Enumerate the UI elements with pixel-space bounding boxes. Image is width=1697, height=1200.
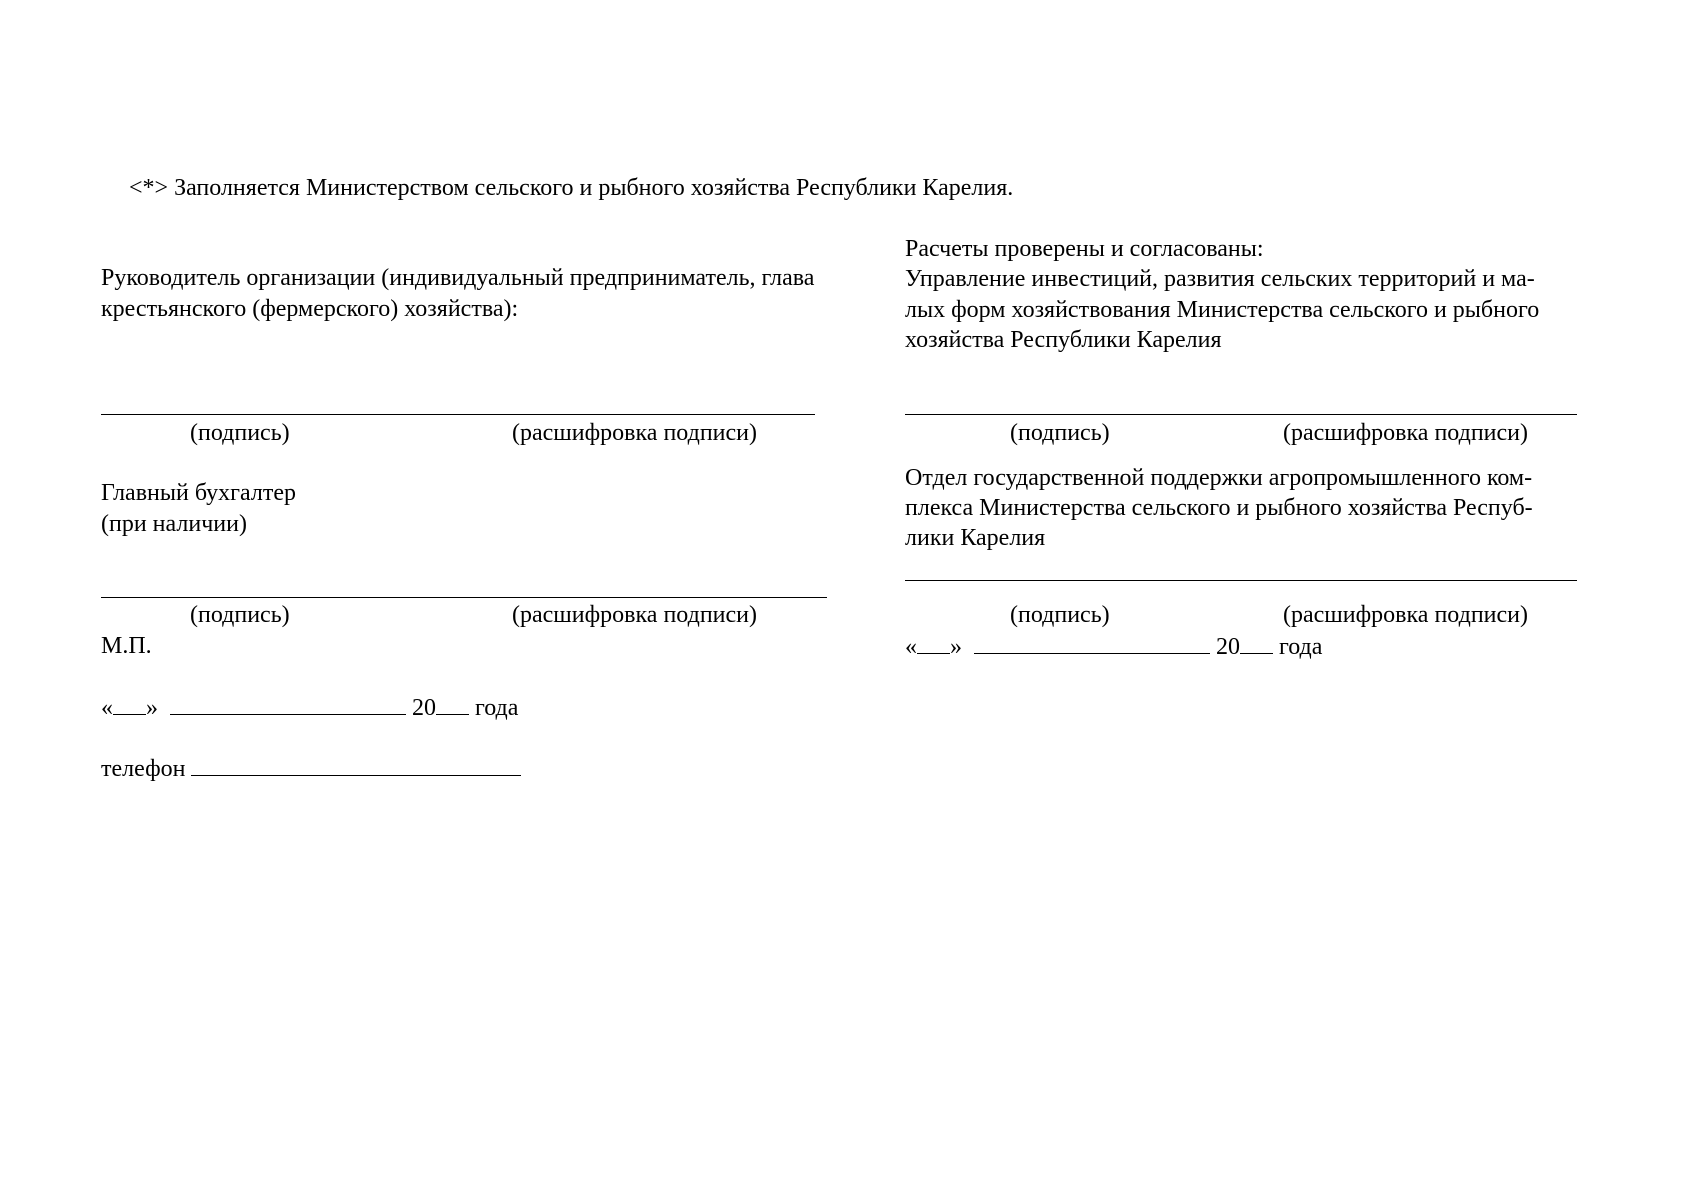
year-blank xyxy=(1240,631,1273,654)
head-signature-label: (подпись) xyxy=(190,420,290,446)
accountant-signature-label: (подпись) xyxy=(190,602,290,628)
right-date-line xyxy=(905,631,1322,663)
dept1-line3: хозяйства Республики Карелия xyxy=(905,327,1222,353)
footnote: <*> Заполняется Министерством сельского и рыбного хозяйства Республики Карелия. xyxy=(129,175,1014,201)
dept2-decode-label: (расшифровка подписи) xyxy=(1283,602,1528,628)
dept1-decode-label: (расшифровка подписи) xyxy=(1283,420,1528,446)
day-blank xyxy=(113,692,146,715)
date-close-quote: » xyxy=(950,634,962,660)
checked-title: Расчеты проверены и согласованы: xyxy=(905,236,1264,262)
date-close-quote: » xyxy=(146,695,158,721)
dept2-signature-line xyxy=(905,580,1577,581)
date-open-quote: « xyxy=(905,634,917,660)
year-prefix: 20 xyxy=(412,695,436,721)
stamp-label: М.П. xyxy=(101,633,152,659)
accountant-decode-label: (расшифровка подписи) xyxy=(512,602,757,628)
date-suffix: года xyxy=(1279,634,1323,660)
head-title-line2: крестьянского (фермерского) хозяйства): xyxy=(101,296,519,322)
accountant-title: Главный бухгалтер xyxy=(101,480,296,506)
accountant-note: (при наличии) xyxy=(101,511,247,537)
dept2-line3: лики Карелия xyxy=(905,525,1046,551)
head-signature-line xyxy=(101,414,815,415)
date-open-quote: « xyxy=(101,695,113,721)
dept2-line2: плекса Министерства сельского и рыбного хозяйства Респуб- xyxy=(905,495,1533,521)
phone-blank xyxy=(191,753,521,776)
phone-line xyxy=(101,753,521,785)
month-blank xyxy=(170,692,406,715)
dept2-signature-label: (подпись) xyxy=(1010,602,1110,628)
dept1-signature-label: (подпись) xyxy=(1010,420,1110,446)
year-blank xyxy=(436,692,469,715)
head-decode-label: (расшифровка подписи) xyxy=(512,420,757,446)
dept1-line2: лых форм хозяйствования Министерства сельского и рыбного xyxy=(905,297,1540,323)
dept1-signature-line xyxy=(905,414,1577,415)
dept2-line1: Отдел государственной поддержки агропромышленного ком- xyxy=(905,465,1533,491)
head-title-line1: Руководитель организации (индивидуальный предприниматель, глава xyxy=(101,265,815,291)
day-blank xyxy=(917,631,950,654)
month-blank xyxy=(974,631,1210,654)
date-suffix: года xyxy=(475,695,519,721)
dept1-line1: Управление инвестиций, развития сельских территорий и ма- xyxy=(905,266,1535,292)
phone-label: телефон xyxy=(101,756,186,782)
left-date-line xyxy=(101,692,518,724)
year-prefix: 20 xyxy=(1216,634,1240,660)
accountant-signature-line xyxy=(101,597,827,598)
